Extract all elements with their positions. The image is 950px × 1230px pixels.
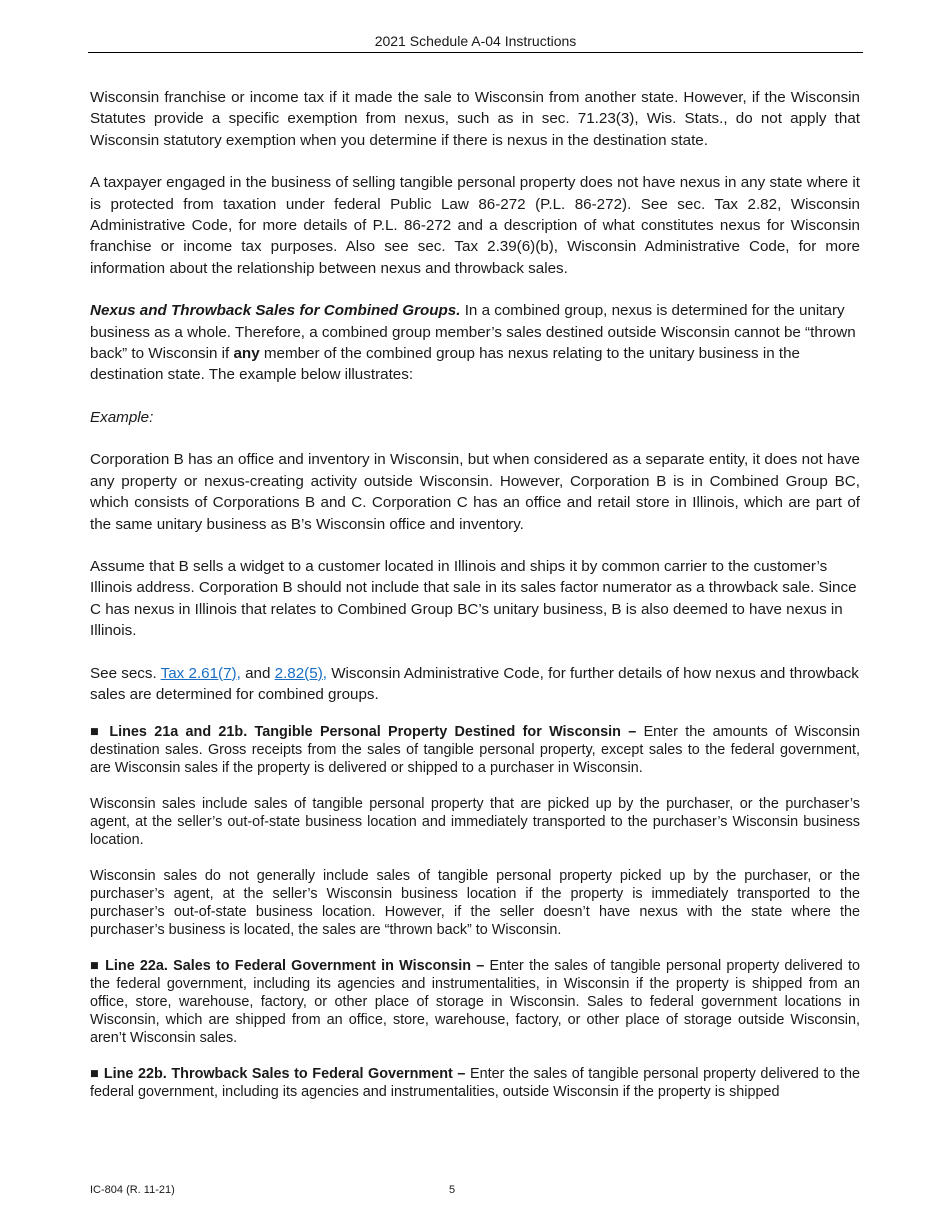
paragraph-example-corp-b: Corporation B has an office and inventory in Wisconsin, but when considered as a separate entity, it does not have any property or nexus-creating activity outside Wisconsin. However, Corporation B is in Combined Group BC, which consists of Corporations B and C. Corporation C has an office and retail store in Illinois, which are part of the same unitary business as B’s Wisconsin office and inventory.	[90, 451, 860, 533]
paragraph-wisconsin-sales-include: Wisconsin sales include sales of tangible personal property that are picked up by the purchaser, or the purchaser’s agent, at the seller’s out-of-state business location and immediately transported to the purchaser’s Wisconsin business location.	[90, 796, 860, 849]
paragraph-see-secs: See secs. Tax 2.61(7), and 2.82(5), Wisconsin Administrative Code, for further details of how nexus and throwback sales are determined for combined groups.	[90, 664, 859, 703]
combined-groups-heading: Nexus and Throwback Sales for Combined Groups.	[90, 302, 461, 320]
document-body	[90, 87, 860, 1101]
paragraph-combined-groups	[90, 300, 860, 386]
footer-page-number: 5	[449, 1184, 456, 1196]
section-heading-22b: ■ Line 22b. Throwback Sales to Federal Government –	[90, 1066, 466, 1083]
link-tax-2-61-7[interactable]: Tax 2.61(7),	[160, 664, 241, 682]
paragraph-example-widget: Assume that B sells a widget to a customer located in Illinois and ships it by common carrier to the customer’s Illinois address. Corporation B should not include that sale in its sales factor numerator as a throwback sale. Since C has nexus in Illinois that relates to Combined Group BC’s unitary business, B is also deemed to have nexus in Illinois.	[90, 557, 857, 640]
footer-form-id: IC-804 (R. 11-21)	[90, 1184, 175, 1196]
example-label: Example:	[90, 408, 154, 426]
section-line-22b: ■ Line 22b. Throwback Sales to Federal Government – Enter the sales of tangible personal property delivered to the federal government, including its agencies and instrumentalities, outside Wisconsin if the property is shipped	[90, 1066, 860, 1101]
paragraph-public-law: A taxpayer engaged in the business of selling tangible personal property does not have nexus in any state where it is protected from taxation under federal Public Law 86-272 (P.L. 86-272). See sec. Tax 2.82, Wisconsin Administrative Code, for more details of P.L. 86-272 and a description of what constitutes nexus for Wisconsin franchise or income tax purposes. Also see sec. Tax 2.39(6)(b), Wisconsin Administrative Code, for more information about the relationship between nexus and throwback sales.	[90, 174, 860, 277]
combined-groups-text-b: member of the combined group has nexus relating to the unitary business in the destination state. The example below illustrates:	[90, 345, 800, 384]
link-2-82-5[interactable]: 2.82(5),	[274, 664, 327, 682]
section-heading-21: ■ Lines 21a and 21b. Tangible Personal Property Destined for Wisconsin –	[90, 724, 637, 741]
combined-groups-text-a: In a combined group, nexus is determined for the unitary business as a whole. Therefore, a combined group member’s sales destined outside Wisconsin cannot be “thrown back” to Wisconsin if	[90, 302, 856, 363]
page-header: 2021 Schedule A-04 Instructions	[88, 32, 863, 53]
paragraph-nexus-exemption: Wisconsin franchise or income tax if it made the sale to Wisconsin from another state. However, if the Wisconsin Statutes provide a specific exemption from nexus, such as in sec. 71.23(3), Wis. Stats., do not apply that Wisconsin statutory exemption when you determine if there is nexus in the destination state.	[90, 89, 860, 149]
section-heading-22a: ■ Line 22a. Sales to Federal Government in Wisconsin –	[90, 958, 485, 975]
paragraph-wisconsin-sales-exclude: Wisconsin sales do not generally include sales of tangible personal property picked up by the purchaser, or the purchaser’s agent, at the seller’s Wisconsin business location if the property is immediately transported to the purchaser’s out-of-state business location. However, if the seller doesn’t have nexus with the state where the purchaser’s business is located, the sales are “thrown back” to Wisconsin.	[90, 868, 860, 939]
section-lines-21a-21b: ■ Lines 21a and 21b. Tangible Personal Property Destined for Wisconsin – Enter the amounts of Wisconsin destination sales. Gross receipts from the sales of tangible personal property, except sales to the federal government, are Wisconsin sales if the property is delivered or shipped to a purchaser in Wisconsin.	[90, 724, 860, 777]
section-line-22a: ■ Line 22a. Sales to Federal Government in Wisconsin – Enter the sales of tangible personal property delivered to the federal government, including its agencies and instrumentalities, in Wisconsin if the property is shipped from an office, store, warehouse, factory, or other place of storage in Wisconsin. Sales to federal government locations in Wisconsin, which are shipped from an office, store, warehouse, factory, or other place of storage outside Wisconsin, aren’t Wisconsin sales.	[90, 958, 860, 1047]
combined-groups-bold-any: any	[233, 345, 260, 363]
